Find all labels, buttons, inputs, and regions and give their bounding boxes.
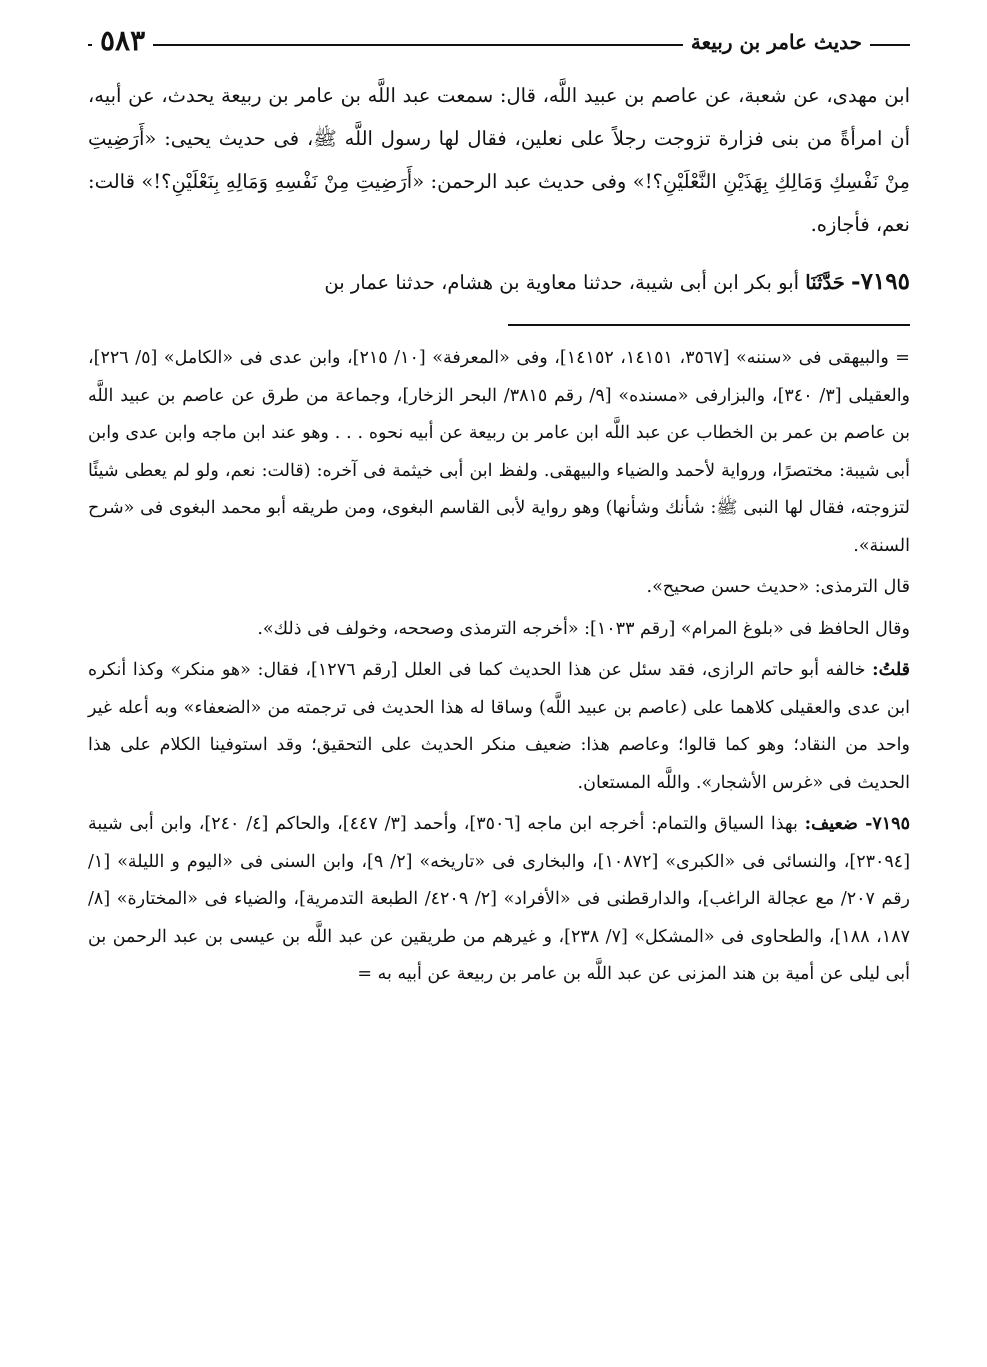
footnote-continuation: = والبيهقى فى «سننه» [٣٥٦٧، ١٤١٥١، ١٤١٥٢]، وفى «المعرفة» [١٠/ ٢١٥]، وابن عدى فى «الكامل» [٥/ ٢٢٦]، والعقيلى [٣/ ٣٤٠]، والبزارفى «مسنده» [٩/ رقم ٣٨١٥/ البحر الزخار]، وجماعة من طرق عن عاصم بن عبيد اللَّه بن عاصم بن عمر بن الخطاب عن عبد اللَّه ابن عامر بن ربيعة عن أبيه نحوه . . . وهو عند ابن ماجه وابن عدى وابن أبى شيبة: مختصرًا، ورواية لأحمد والضياء والبيهقى. ولفظ ابن أبى خيثمة فى آخره: (قالت: نعم، ولو لم يعطى شيئًا لتزوجته، فقال لها النبى ﷺ: شأنك وشأنها) وهو رواية لأبى القاسم البغوى، ومن طريقه أبو محمد البغوى فى «شرح السنة». [88, 348, 911, 556]
running-title: حديث عامر بن ربيعة [683, 30, 870, 54]
qultu-label: قلتُ: [872, 660, 910, 680]
hadith-number: ٧١٩٥- [851, 268, 910, 295]
footnote-tirmidhi: قال الترمذى: «حديث حسن صحيح». [646, 577, 910, 597]
grading-label: ٧١٩٥- ضعيف: [804, 814, 910, 834]
main-paragraph-1: ابن مهدى، عن شعبة، عن عاصم بن عبيد اللَّه، قال: سمعت عبد اللَّه بن عامر بن ربيعة يحدث، عن أبيه، أن امرأةً من بنى فزارة تزوجت رجلاً على نعلين، فقال لها رسول اللَّه ﷺ، فى حديث يحيى: «أَرَضِيتِ مِنْ نَفْسِكِ وَمَالِكِ بِهَذَيْنِ النَّعْلَيْنِ؟!» وفى حديث عبد الرحمن: «أَرَضِيتِ مِنْ نَفْسِهِ وَمَالِهِ بِنَعْلَيْنِ؟!» قالت: نعم، فأجازه. [88, 84, 910, 236]
footnote-separator [508, 324, 910, 326]
page-number: ٥٨٣ [92, 24, 153, 57]
hadith-opening: حَدَّثَنَا [805, 271, 845, 294]
qultu-text: خالفه أبو حاتم الرازى، فقد سئل عن هذا الحديث كما فى العلل [رقم ١٢٧٦]، فقال: «هو منكر» وكذا أنكره ابن عدى والعقيلى كلاهما على (عاصم بن عبيد اللَّه) وساقا له هذا الحديث فى ترجمته من «الضعفاء» وبه أعله غير واحد من النقاد؛ وهو كما قالوا؛ وعاصم هذا: ضعيف منكر الحديث على التحقيق؛ وقد استوفينا الكلام على هذا الحديث فى «غرس الأشجار». واللَّه المستعان. [88, 660, 910, 793]
page-header [88, 22, 910, 62]
footnote-hafiz: وقال الحافظ فى «بلوغ المرام» [رقم ١٠٣٣]: «أخرجه الترمذى وصححه، وخولف فى ذلك». [257, 618, 910, 639]
main-text [88, 74, 910, 304]
grading-text: بهذا السياق والتمام: أخرجه ابن ماجه [٣٥٠٦]، وأحمد [٣/ ٤٤٧]، والحاكم [٤/ ٢٤٠]، وابن أبى شيبة [٢٣٠٩٤]، والنسائى فى «الكبرى» [١٠٨٧٢]، والبخارى فى «تاريخه» [٢/ ٩]، وابن السنى فى «اليوم و الليلة» [١/ رقم ٢٠٧/ مع عجالة الراغب]، والدارقطنى فى «الأفراد» [٢/ ٤٢٠٩/ الطبعة التدمرية]، والضياء فى «المختارة» [٨/ ١٨٧، ١٨٨]، والطحاوى فى «المشكل» [٧/ ٢٣٨]، و غيرهم من طريقين عن عبد اللَّه بن عيسى بن عبد الرحمن بن أبى ليلى عن أمية بن هند المزنى عن عبد اللَّه بن عامر بن ربيعة عن أبيه به = [88, 814, 911, 984]
footnote-7195 [88, 806, 910, 994]
footnotes [88, 340, 910, 994]
footnote-qultu [88, 652, 910, 802]
hadith-chain: أبو بكر ابن أبى شيبة، حدثنا معاوية بن هشام، حدثنا عمار بن [324, 271, 800, 294]
main-paragraph-2 [88, 260, 910, 304]
document-page [88, 22, 910, 1342]
